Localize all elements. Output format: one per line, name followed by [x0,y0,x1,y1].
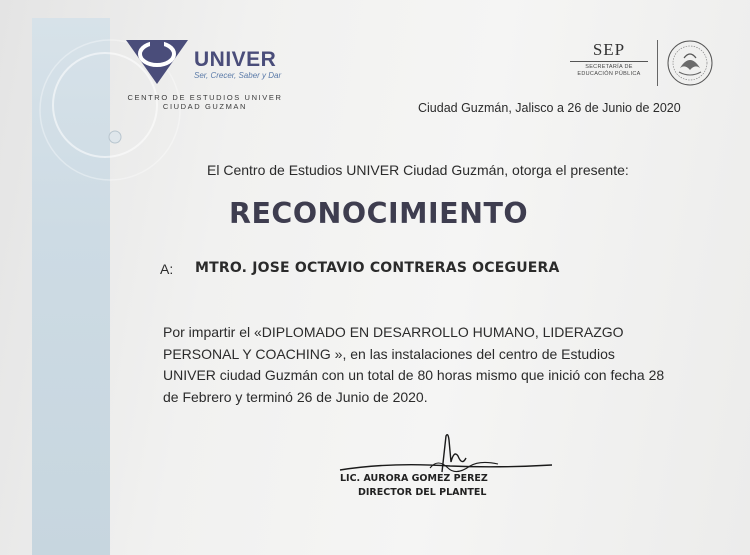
certificate-title: RECONOCIMIENTO [229,197,529,230]
recipient-label: A: [160,261,174,277]
signer-role: DIRECTOR DEL PLANTEL [358,487,487,498]
univer-emblem-icon [124,38,190,86]
sep-name: SEP [592,40,626,59]
signer-block [340,472,540,500]
sep-rule [570,61,648,62]
sep-divider [657,40,658,86]
place-date: Ciudad Guzmán, Jalisco a 26 de Junio de 2020 [418,101,681,115]
body-line: Por impartir el «DIPLOMADO EN DESARROLLO HUMANO, LIDERAZGO [163,324,624,340]
intro-text: El Centro de Estudios UNIVER Ciudad Guzmán, otorga el presente: [207,162,629,178]
recipient-name: MTRO. JOSE OCTAVIO CONTRERAS OCEGUERA [195,260,560,276]
logo-slogan: Ser, Crecer, Saber y Dar [194,71,282,80]
signer-name: LIC. AURORA GOMEZ PEREZ [340,473,488,484]
univer-logo [120,38,290,111]
sep-subtitle-2: EDUCACIÓN PÚBLICA [577,71,641,77]
sep-logo [565,40,653,90]
body-line: de Febrero y terminó 26 de Junio de 2020. [163,388,428,405]
handwritten-signature [330,432,560,477]
body-line: PERSONAL Y COACHING », en las instalaciones del centro de Estudios [163,345,615,362]
logo-wordmark: UNIVER [194,48,277,71]
mexico-seal-icon [665,38,715,88]
sep-subtitle-1: SECRETARÍA DE [585,64,633,70]
logo-center-city: CIUDAD GUZMAN [162,102,248,111]
body-line: UNIVER ciudad Guzmán con un total de 80 horas mismo que inició con fecha 28 [163,367,665,383]
logo-center-name: CENTRO DE ESTUDIOS UNIVER [127,93,283,102]
certificate-body [163,322,703,408]
